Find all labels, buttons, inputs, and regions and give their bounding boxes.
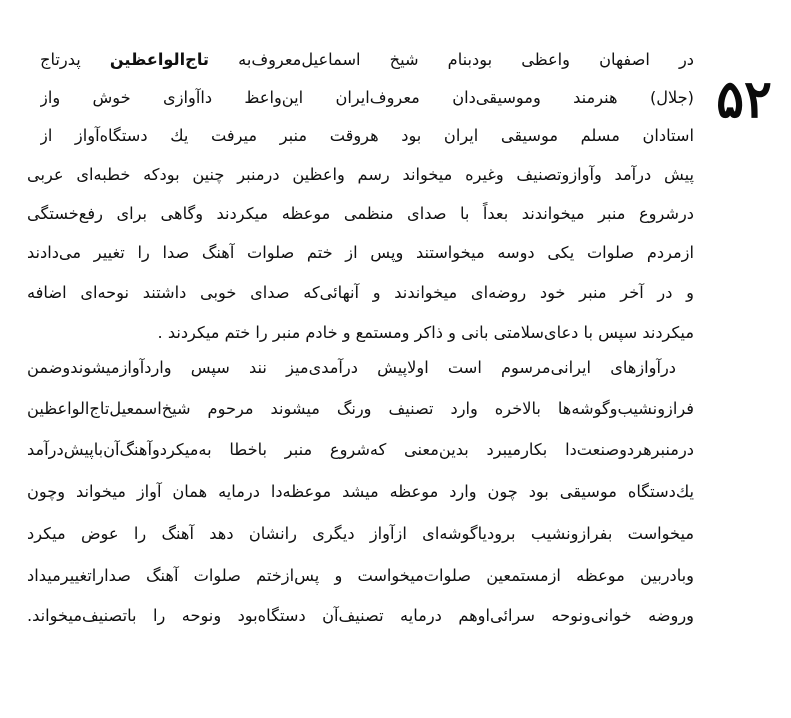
paragraph-1-line-1-pre: در اصفهان واعظی بودبنام شیخ اسماعیل‌معروف‌به	[209, 50, 694, 69]
paragraph-2-line-3: درمنبرهردوصنعت‌دا بکارمیبرد بدین‌معنی که‌شروع منبر باخطا به‌میکردوآهنگ‌آن‌باپیش‌درآمد	[27, 440, 694, 459]
paragraph-1-line-4: پیش درآمد وآوازوتصنیف وغیره میخواند رسم واعظین درمنبر چنین بودکه خطبه‌ای عربی	[27, 165, 694, 184]
paragraph-2-line-6: وبادربین موعظه ازمستمعین صلوات‌میخواست و پس‌ازختم صلوات آهنگ صدارا‌تغییرمیداد	[27, 566, 694, 585]
paragraph-1-line-5: درشروع منبر میخواندند بعداً با صدای منظمی موعظه میکردند وگاهی برای رفع‌خستگی	[27, 204, 694, 223]
paragraph-1-line-1-post: پدرتاج	[40, 50, 110, 69]
paragraph-1-line-6: ازمردم صلوات یکی دوسه میخواستند وپس از ختم صلوات آهنگ صدا را تغییر می‌دادند	[27, 243, 694, 262]
paragraph-2-line-5: میخواست بفرازونشیب برودیاگوشه‌ای ازآواز دیگری رانشان دهد آهنگ را عوض میکرد	[27, 524, 694, 543]
bold-title-name: تاج‌الواعظین	[109, 50, 210, 69]
paragraph-1-line-1	[40, 40, 694, 80]
paragraph-2-line-2: فرازونشیب‌وگوشه‌ها بالاخره وارد تصنیف ورنگ میشوند مرحوم شیخ‌اسمعیل‌تاج‌الواعظین	[27, 399, 694, 418]
paragraph-1-line-7: و در آخر منبر خود روضه‌ای میخواندند و آنهائی‌که صدای خوبی داشتند نوحه‌ای اضافه	[27, 283, 694, 302]
paragraph-2-line-1: درآوازهای ایرانی‌مرسوم است اولاپیش درآمدی‌میز نند سپس واردآوازمیشوندوضمن	[27, 358, 676, 377]
paragraph-2-line-4: یك‌دستگاه موسیقی بود چون وارد موعظه میشد موعظه‌دا درمایه همان آواز میخواند وچون	[27, 482, 694, 501]
page-number: ۵۲	[716, 69, 772, 130]
paragraph-1-line-3: استادان مسلم موسیقی ایران بود هروقت منبر میرفت یك دستگاه‌آواز از	[40, 126, 694, 145]
paragraph-2-line-7: وروضه خوانی‌ونوحه سرائی‌اوهم درمایه تصنیف‌آن دستگاه‌بود ونوحه را باتصنیف‌میخواند.	[27, 606, 694, 625]
paragraph-1-line-2: (جلال) هنرمند وموسیقی‌دان معروف‌ایران این‌واعظ داآوازی خوش واز	[40, 88, 694, 107]
paragraph-1-line-8: میکردند سپس با دعای‌سلامتی بانی و ذاکر ومستمع و خادم منبر را ختم میکردند .	[157, 323, 694, 342]
